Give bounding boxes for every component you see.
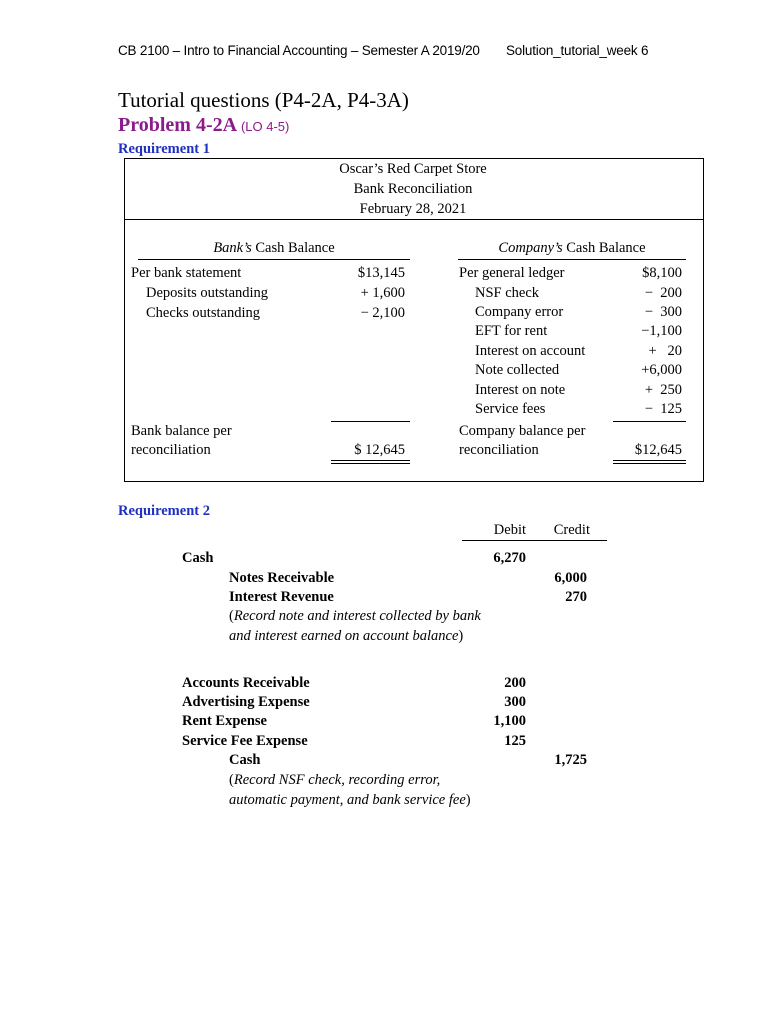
credit-column-heading: Credit — [553, 522, 590, 538]
journal-memo: (Record note and interest collected by bank — [229, 608, 481, 624]
bank-row-value: − 2,100 — [360, 305, 405, 321]
company-balance-heading — [458, 240, 686, 257]
journal-account: Accounts Receivable — [182, 675, 310, 691]
company-row-value: − 125 — [644, 401, 682, 417]
bank-heading-underline — [138, 259, 410, 260]
bank-total-double-rule — [331, 463, 410, 464]
bank-row-value: $13,145 — [357, 265, 405, 281]
company-row-label: EFT for rent — [475, 323, 548, 339]
journal-account: Service Fee Expense — [182, 733, 308, 749]
company-row-label: Per general ledger — [459, 265, 565, 281]
bank-balance-heading — [138, 240, 410, 257]
bank-row-label: Deposits outstanding — [146, 285, 269, 301]
company-heading-italic: Company’s — [498, 240, 563, 256]
journal-credit: 6,000 — [554, 570, 587, 586]
company-row-value: − 200 — [644, 285, 682, 301]
document-date: February 28, 2021 — [359, 201, 467, 217]
company-total-double-rule — [613, 463, 686, 464]
problem-title — [118, 114, 289, 137]
journal-account: Rent Expense — [182, 713, 267, 729]
bank-row-label: Checks outstanding — [146, 305, 260, 321]
journal-memo: (Record NSF check, recording error, — [229, 772, 441, 788]
journal-credit: 270 — [565, 589, 587, 605]
company-row-value: $8,100 — [642, 265, 682, 281]
company-row-value: +6,000 — [641, 362, 682, 378]
company-total-double-rule — [613, 460, 686, 461]
debit-column-heading: Debit — [493, 522, 526, 538]
memo-text: Record note and interest collected by bank — [233, 608, 481, 624]
company-row-value: − 300 — [644, 304, 682, 320]
title-divider — [124, 219, 704, 220]
bank-total-label: Bank balance per — [131, 423, 232, 439]
memo-text: and interest earned on account balance — [229, 628, 459, 644]
journal-debit: 1,100 — [493, 713, 526, 729]
bank-total-double-rule — [331, 460, 410, 461]
company-total-value: $12,645 — [634, 442, 682, 458]
journal-memo: and interest earned on account balance) — [229, 628, 464, 644]
company-row-label: Note collected — [475, 362, 560, 378]
company-row-label: NSF check — [475, 285, 540, 301]
problem-label: Problem 4-2A — [118, 114, 236, 136]
memo-text: automatic payment, and bank service fee — [229, 792, 466, 808]
bank-heading-rest: Cash Balance — [251, 240, 335, 256]
bank-row-value: + 1,600 — [360, 285, 405, 301]
bank-total-label: reconciliation — [131, 442, 211, 458]
bank-row-label: Per bank statement — [131, 265, 242, 281]
memo-text: Record NSF check, recording error, — [233, 772, 441, 788]
journal-debit: 200 — [504, 675, 526, 691]
requirement-1-heading: Requirement 1 — [118, 141, 210, 157]
company-row-label: Company error — [475, 304, 564, 320]
journal-memo: automatic payment, and bank service fee) — [229, 792, 471, 808]
bank-total-rule — [331, 421, 410, 422]
file-header: Solution_tutorial_week 6 — [506, 43, 649, 58]
problem-lo: (LO 4-5) — [240, 119, 290, 134]
company-heading-rest: Cash Balance — [562, 240, 646, 256]
company-row-label: Service fees — [475, 401, 546, 417]
course-header: CB 2100 – Intro to Financial Accounting – Semester A 2019/20 — [118, 43, 480, 58]
document-name: Bank Reconciliation — [353, 181, 473, 197]
journal-column-rule — [462, 540, 607, 541]
journal-account: Notes Receivable — [229, 570, 335, 586]
journal-debit: 125 — [504, 733, 526, 749]
page-title: Tutorial questions (P4-2A, P4-3A) — [118, 88, 409, 112]
journal-debit: 300 — [504, 694, 526, 710]
journal-account: Cash — [182, 550, 214, 566]
company-total-label: reconciliation — [459, 442, 539, 458]
company-row-value: + 250 — [644, 382, 682, 398]
company-row-label: Interest on note — [475, 382, 566, 398]
company-heading-underline — [458, 259, 686, 260]
company-total-label: Company balance per — [459, 423, 586, 439]
journal-account: Advertising Expense — [182, 694, 310, 710]
bank-heading-italic: Bank’s — [213, 240, 252, 256]
company-row-label: Interest on account — [475, 343, 586, 359]
journal-debit: 6,270 — [493, 550, 526, 566]
journal-account: Interest Revenue — [229, 589, 334, 605]
company-total-rule — [613, 421, 686, 422]
company-row-value: + 20 — [648, 343, 682, 359]
journal-account: Cash — [229, 752, 261, 768]
store-name: Oscar’s Red Carpet Store — [339, 161, 487, 177]
company-row-value: −1,100 — [641, 323, 682, 339]
journal-credit: 1,725 — [554, 752, 587, 768]
bank-total-value: $ 12,645 — [354, 442, 405, 458]
requirement-2-heading: Requirement 2 — [118, 503, 210, 519]
